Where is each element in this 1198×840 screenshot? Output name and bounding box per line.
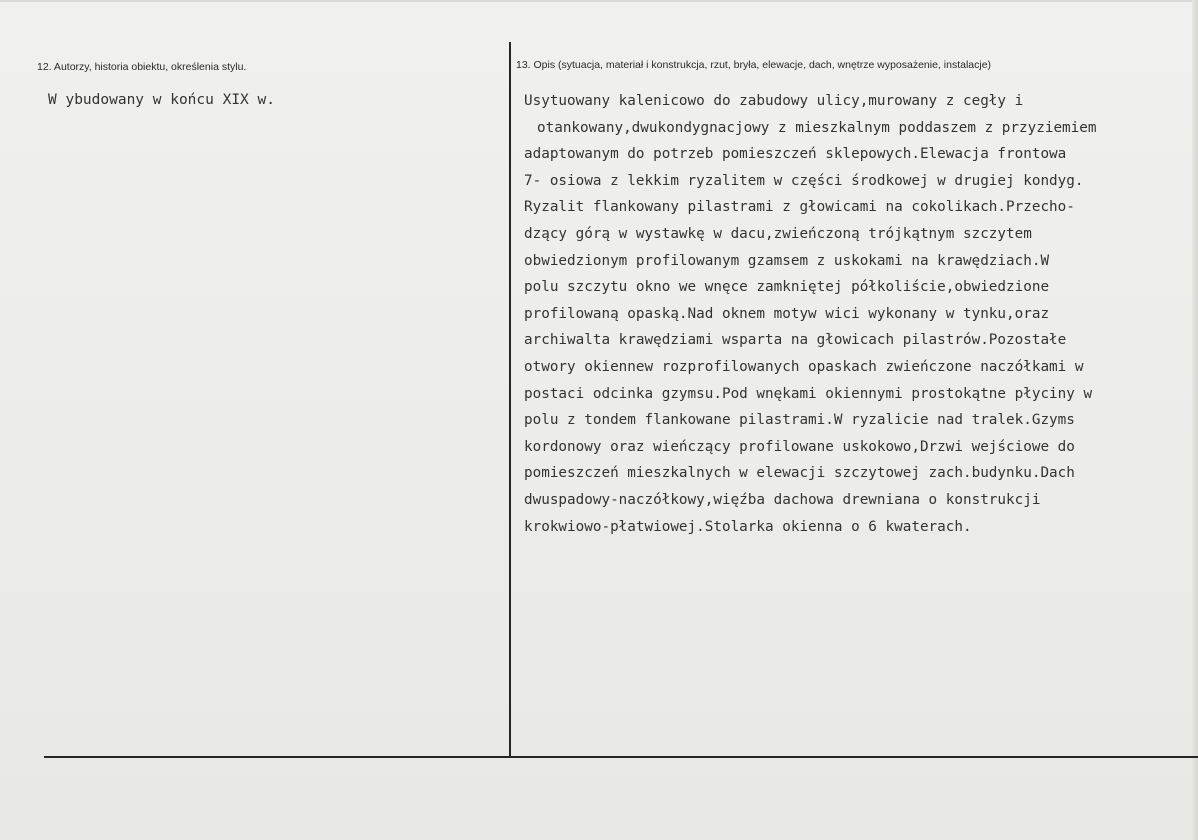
description-line: postaci odcinka gzymsu.Pod wnękami okiennymi prostokątne płyciny w [524,385,1093,402]
section-13-heading: 13. Opis (sytuacja, materiał i konstrukcja, rzut, bryła, elewacje, dach, wnętrze wyposażenie, instalacje) [516,59,992,71]
description-line: dzący górą w wystawkę w dacu,zwieńczoną trójkątnym szczytem [524,225,1032,242]
description-line: dwuspadowy-naczółkowy,więźba dachowa drewniana o konstrukcji [524,491,1041,508]
description-line: archiwalta krawędziami wsparta na głowicach pilastrów.Pozostałe [524,332,1067,349]
description-line: pomieszczeń mieszkalnych w elewacji szczytowej zach.budynku.Dach [524,465,1075,482]
description-line: polu szczytu okno we wnęce zamkniętej półkoliście,obwiedzione [524,279,1050,296]
description-line: adaptowanym do potrzeb pomieszczeń sklepowych.Elewacja frontowa [524,146,1067,163]
description-line: otwory okiennew rozprofilowanych opaskach zwieńczone naczółkami w [524,358,1084,375]
description-line: profilowaną opaską.Nad oknem motyw wici wykonany w tynku,oraz [524,305,1050,322]
description-line: otankowany,dwukondygnacjowy z mieszkalnym poddaszem z przyziemiem [537,119,1097,136]
description-line: polu z tondem flankowane pilastrami.W ryzalicie nad tralek.Gzyms [524,412,1075,429]
section-13-description [524,88,1198,540]
page-top-edge [0,0,1198,2]
description-line: Usytuowany kalenicowo do zabudowy ulicy,murowany z cegły i [524,93,1024,109]
description-line: krokwiowo-płatwiowej.Stolarka okienna o 6 kwaterach. [524,518,972,535]
description-line: Ryzalit flankowany pilastrami z głowicami na cokolikach.Przecho- [524,199,1075,216]
description-line: kordonowy oraz wieńczący profilowane uskokowo,Drzwi wejściowe do [524,438,1075,455]
section-12-heading: 12. Autorzy, historia obiektu, określenia stylu. [37,61,247,73]
description-line: obwiedzionym profilowanym gzamsem z uskokami na krawędziach.W [524,252,1050,269]
column-divider [509,42,511,757]
bottom-rule [44,756,1198,758]
section-12-text: W ybudowany w końcu XIX w. [48,92,275,108]
description-line: 7- osiowa z lekkim ryzalitem w części środkowej w drugiej kondyg. [524,172,1084,189]
